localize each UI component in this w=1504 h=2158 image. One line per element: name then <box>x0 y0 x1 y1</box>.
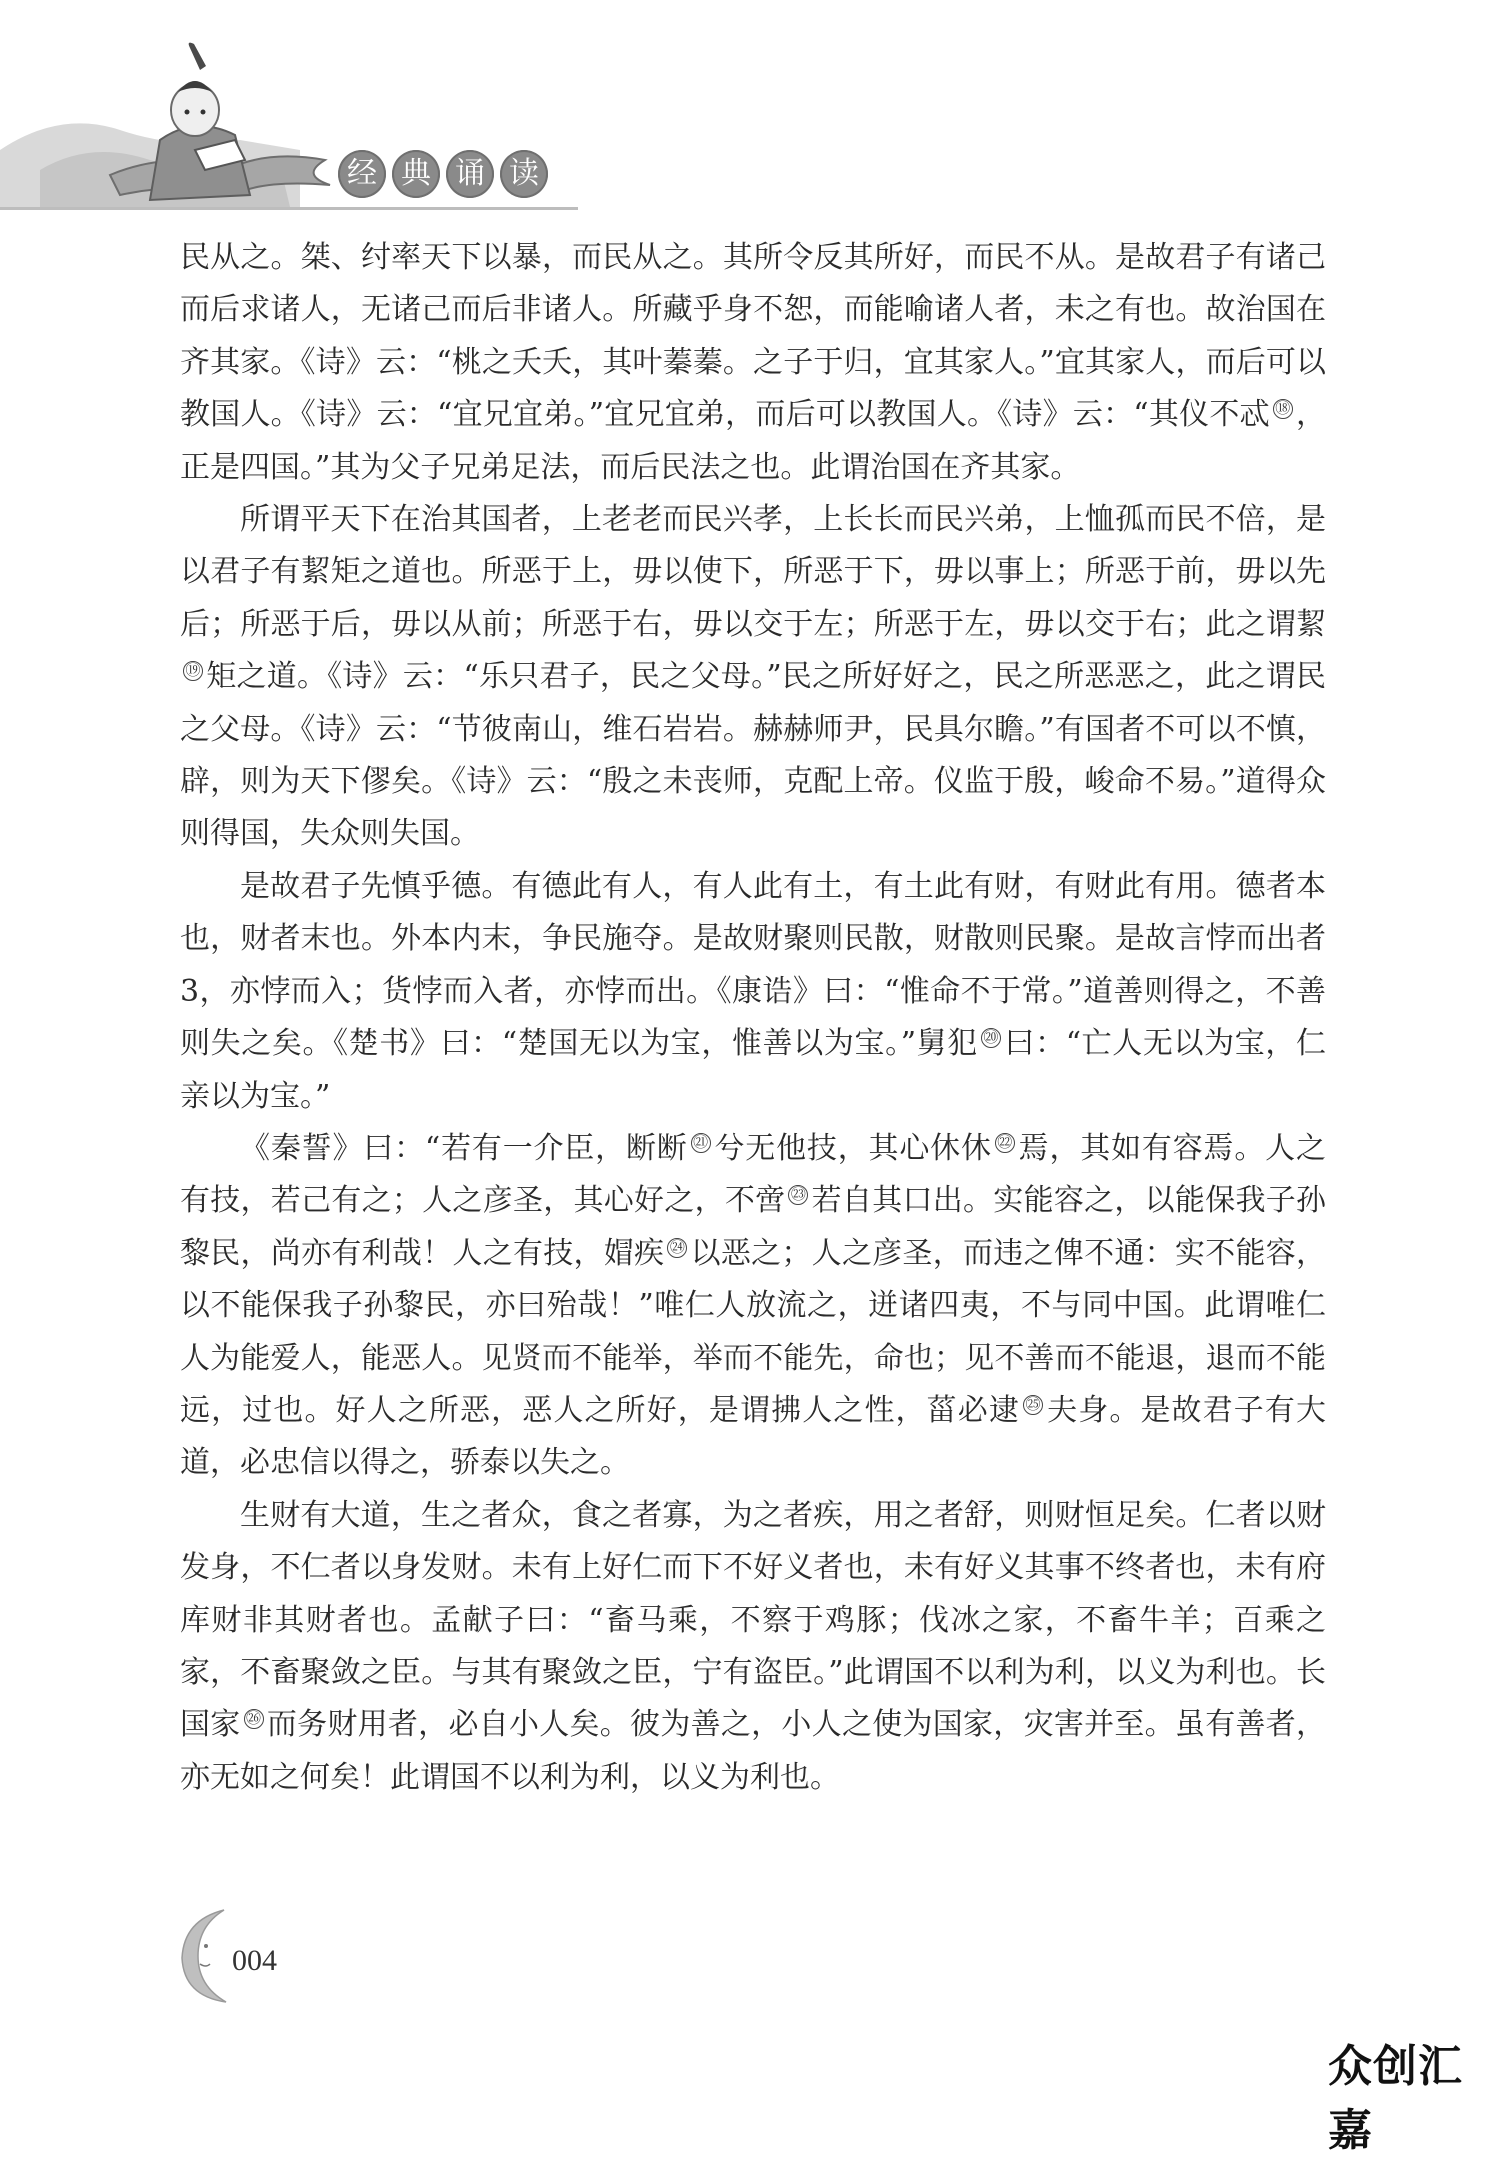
text-run: 若自其口出。实能容之，以能保我子孙黎民，尚亦有利哉！人之有技，媢疾 <box>180 1183 1327 1271</box>
title-char: 读 <box>500 150 548 198</box>
footnote-marker: ⑳ <box>981 1028 1001 1048</box>
text-run: 夫身。是故君子有大道，必忠信以得之，骄泰以失之。 <box>180 1392 1327 1481</box>
text-run: 《秦誓》曰：“若有一介臣，断断 <box>240 1130 688 1166</box>
footnote-marker: ㉑ <box>691 1133 711 1153</box>
page-number: 004 <box>232 1944 277 1977</box>
text-run: 以恶之；人之彦圣，而违之俾不通：实不能容，以不能保我子孙黎民，亦曰殆哉！”唯仁人放流之，迸诸四夷，不与同中国。此谓唯仁人为能爱人，能恶人。见贤而不能举，举而不能先，命也；见不善而不能退，退而不能远，过也。好人之所恶，恶人之所好，是谓拂人之性，菑必逮 <box>180 1235 1327 1428</box>
footnote-marker: ㉔ <box>667 1238 687 1258</box>
body-text <box>180 232 1326 1804</box>
text-run: 而务财用者，必自小人矣。彼为善之，小人之使为国家，灾害并至。虽有善者，亦无如之何矣！此谓国不以利为利，以义为利也。 <box>180 1707 1327 1795</box>
text-run: 矩之道。《诗》云：“乐只君子，民之父母。”民之所好好之，民之所恶恶之，此之谓民之父母。《诗》云：“节彼南山，维石岩岩。赫赫师尹，民具尔瞻。”有国者不可以不慎，辟，则为天下僇矣。《诗》云：“殷之未丧师，克配上帝。仪监于殷，峻命不易。”道得众则得国，失众则失国。 <box>180 659 1326 852</box>
page-header <box>0 0 580 215</box>
section-title <box>338 150 548 198</box>
footnote-marker: ㉓ <box>788 1185 808 1205</box>
watermark: 众创汇嘉 <box>1328 2041 1463 2156</box>
text-run: 所谓平天下在治其国者，上老老而民兴孝，上长长而民兴弟，上恤孤而民不倍，是以君子有絜矩之道也。所恶于上，毋以使下，所恶于下，毋以事上；所恶于前，毋以先后；所恶于后，毋以从前；所恶于右，毋以交于左；所恶于左，毋以交于右；此之谓絜 <box>180 502 1326 642</box>
text-run: 民从之。桀、纣率天下以暴，而民从之。其所令反其所好，而民不从。是故君子有诸己而后求诸人，无诸己而后非诸人。所藏乎身不恕，而能喻诸人者，未之有也。故治国在齐其家。《诗》云：“桃之夭夭，其叶蓁蓁。之子于归，宜其家人。”宜其家人，而后可以教国人。《诗》云：“宜兄宜弟。”宜兄宜弟，而后可以教国人。《诗》云：“其仪不忒 <box>180 240 1326 433</box>
footnote-marker: ⑲ <box>183 661 203 681</box>
footnote-marker: ㉕ <box>1023 1395 1043 1415</box>
paragraph <box>180 1490 1326 1804</box>
text-run: 生财有大道，生之者众，食之者寡，为之者疾，用之者舒，则财恒足矣。仁者以财发身，不仁者以身发财。未有上好仁而下不好义者也，未有好义其事不终者也，未有府库财非其财者也。孟献子曰：“畜马乘，不察于鸡豚；伐冰之家，不畜牛羊；百乘之家，不畜聚敛之臣。与其有聚敛之臣，宁有盗臣。”此谓国不以利为利，以义为利也。长国家 <box>180 1497 1326 1743</box>
header-divider <box>0 207 578 210</box>
footnote-marker: ⑱ <box>1273 399 1293 419</box>
paragraph <box>180 232 1326 494</box>
paragraph <box>180 1123 1326 1490</box>
text-run: 曰：“亡人无以为宝，仁亲以为宝。” <box>180 1026 1326 1114</box>
text-run: 是故君子先慎乎德。有德此有人，有人此有土，有土此有财，有财此有用。德者本也，财者末也。外本内末，争民施夺。是故财聚则民散，财散则民聚。是故言悖而出者3，亦悖而入；货悖而入者，亦悖而出。《康诰》曰：“惟命不于常。”道善则得之，不善则失之矣。《楚书》曰：“楚国无以为宝，惟善以为宝。”舅犯 <box>180 868 1326 1062</box>
text-run: 兮无他技，其心休休 <box>713 1130 992 1166</box>
footnote-marker: ㉖ <box>244 1709 264 1729</box>
title-char: 典 <box>392 150 440 198</box>
footnote-marker: ㉒ <box>995 1133 1015 1153</box>
text-run: ，正是四国。”其为父子兄弟足法，而后民法之也。此谓治国在齐其家。 <box>180 397 1327 485</box>
title-char: 诵 <box>446 150 494 198</box>
paragraph <box>180 861 1326 1123</box>
paragraph <box>180 494 1326 861</box>
title-char: 经 <box>338 150 386 198</box>
text-run: 焉，其如有容焉。人之有技，若己有之；人之彦圣，其心好之，不啻 <box>180 1130 1326 1219</box>
